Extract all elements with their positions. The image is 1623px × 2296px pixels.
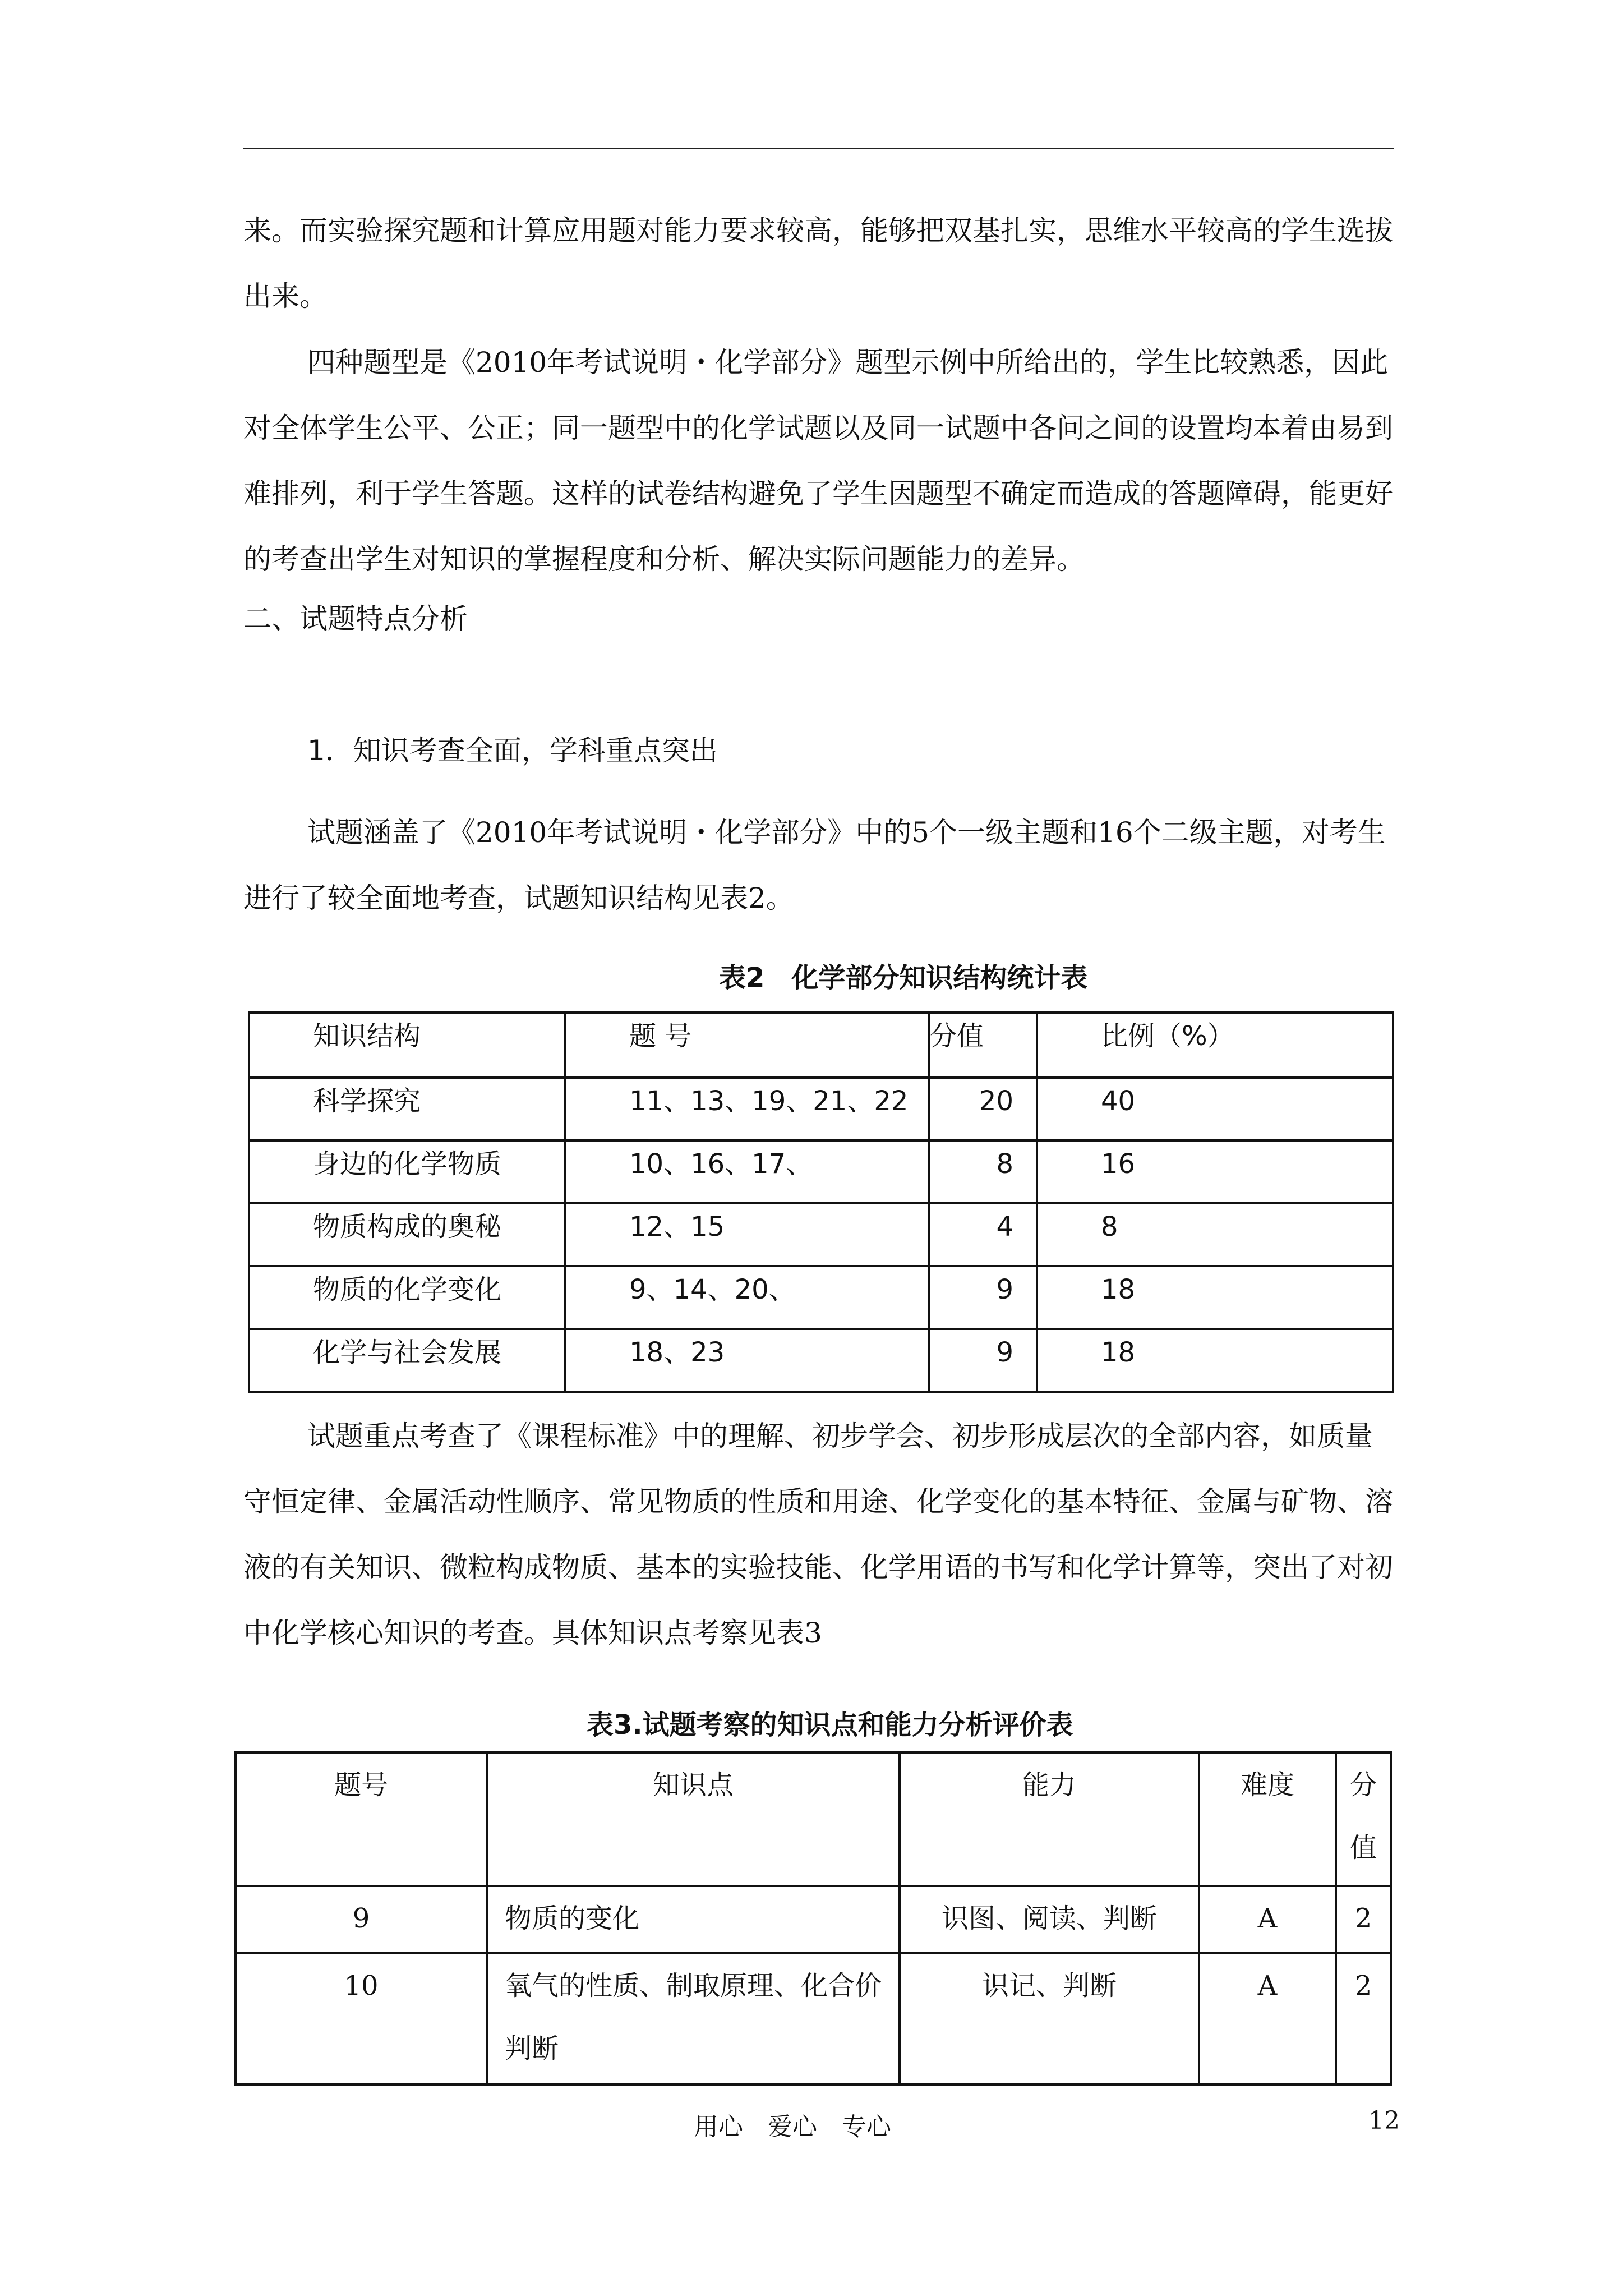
table-cell: 12、15 — [565, 1203, 929, 1266]
footer-motto: 用心 爱心 专心 — [694, 2113, 891, 2141]
table-row — [236, 1886, 1391, 1953]
subsection-heading: 1．知识考查全面，学科重点突出 — [307, 734, 718, 767]
table-row — [249, 1266, 1393, 1329]
table-cell: 识记、判断 — [900, 1953, 1199, 2085]
score-header-label: 分值 — [1350, 1769, 1377, 1864]
page-number: 12 — [1368, 2106, 1400, 2135]
table-cell: 2 — [1336, 1953, 1391, 2085]
table-cell: 物质构成的奥秘 — [249, 1203, 565, 1266]
table-cell: A — [1199, 1953, 1336, 2085]
table-cell: 化学与社会发展 — [249, 1329, 565, 1392]
paragraph-2: 四种题型是《2010年考试说明・化学部分》题型示例中所给出的，学生比较熟悉，因此对全体学生公平、公正；同一题型中的化学试题以及同一试题中各问之间的设置均本着由易到难排列，利于学生答题。这样的试卷结构避免了学生因题型不确定而造成的答题障碍，能更好的考查出学生对知识的掌握程度和分析、解决实际问题能力的差异。 — [243, 346, 1393, 576]
table-cell: 8 — [929, 1140, 1037, 1203]
knowledge-ability-table — [234, 1751, 1392, 2086]
paragraph-3: 试题涵盖了《2010年考试说明・化学部分》中的5个一级主题和16个二级主题，对考生进行了较全面地考查，试题知识结构见表2。 — [243, 816, 1386, 914]
table-header-cell: 知识结构 — [249, 1013, 565, 1078]
table-header-cell: 能力 — [900, 1752, 1199, 1886]
table-cell: 9、14、20、 — [565, 1266, 929, 1329]
table-cell: 4 — [929, 1203, 1037, 1266]
table-header-cell: 难度 — [1199, 1752, 1336, 1886]
table-row — [249, 1078, 1393, 1140]
paragraph-1: 来。而实验探究题和计算应用题对能力要求较高，能够把双基扎实，思维水平较高的学生选拔出来。 — [243, 214, 1393, 312]
table-cell: 8 — [1037, 1203, 1393, 1266]
table-cell: 18 — [1037, 1329, 1393, 1392]
table-header-cell: 比例（%） — [1037, 1013, 1393, 1078]
table-cell: 身边的化学物质 — [249, 1140, 565, 1203]
knowledge-structure-table — [248, 1011, 1394, 1393]
table-row — [249, 1329, 1393, 1392]
table-cell: 2 — [1336, 1886, 1391, 1953]
table-cell: 10、16、17、 — [565, 1140, 929, 1203]
table3-caption: 表3.试题考察的知识点和能力分析评价表 — [587, 1709, 1073, 1741]
table-cell: 9 — [929, 1266, 1037, 1329]
table-cell: 氧气的性质、制取原理、化合价判断 — [487, 1953, 900, 2085]
table-cell: 9 — [236, 1886, 487, 1953]
table-header-row — [249, 1013, 1393, 1078]
table-cell: 9 — [929, 1329, 1037, 1392]
table-cell: 物质的变化 — [487, 1886, 900, 1953]
table-header-cell: 题 号 — [565, 1013, 929, 1078]
table-row — [249, 1203, 1393, 1266]
table-row — [236, 1953, 1391, 2085]
section-heading: 二、试题特点分析 — [243, 602, 468, 635]
table-header-cell: 知识点 — [487, 1752, 900, 1886]
table-header-row — [236, 1752, 1391, 1886]
table-cell: 18 — [1037, 1266, 1393, 1329]
table-cell: 18、23 — [565, 1329, 929, 1392]
table-header-cell — [1336, 1752, 1391, 1886]
table-cell: 20 — [929, 1078, 1037, 1140]
table-cell: 识图、阅读、判断 — [900, 1886, 1199, 1953]
table-cell: 科学探究 — [249, 1078, 565, 1140]
table-cell: 11、13、19、21、22 — [565, 1078, 929, 1140]
table-cell: A — [1199, 1886, 1336, 1953]
table-row — [249, 1140, 1393, 1203]
table2-caption: 表2 化学部分知识结构统计表 — [719, 962, 1088, 993]
header-rule — [243, 148, 1394, 149]
table-header-cell: 题号 — [236, 1752, 487, 1886]
paragraph-4: 试题重点考查了《课程标准》中的理解、初步学会、初步形成层次的全部内容，如质量守恒定律、金属活动性顺序、常见物质的性质和用途、化学变化的基本特征、金属与矿物、溶液的有关知识、微粒构成物质、基本的实验技能、化学用语的书写和化学计算等，突出了对初中化学核心知识的考查。具体知识点考察见表3 — [243, 1420, 1393, 1649]
table-header-cell: 分值 — [929, 1013, 1037, 1078]
table-cell: 物质的化学变化 — [249, 1266, 565, 1329]
table-cell: 40 — [1037, 1078, 1393, 1140]
table-cell: 10 — [236, 1953, 487, 2085]
table-cell: 16 — [1037, 1140, 1393, 1203]
